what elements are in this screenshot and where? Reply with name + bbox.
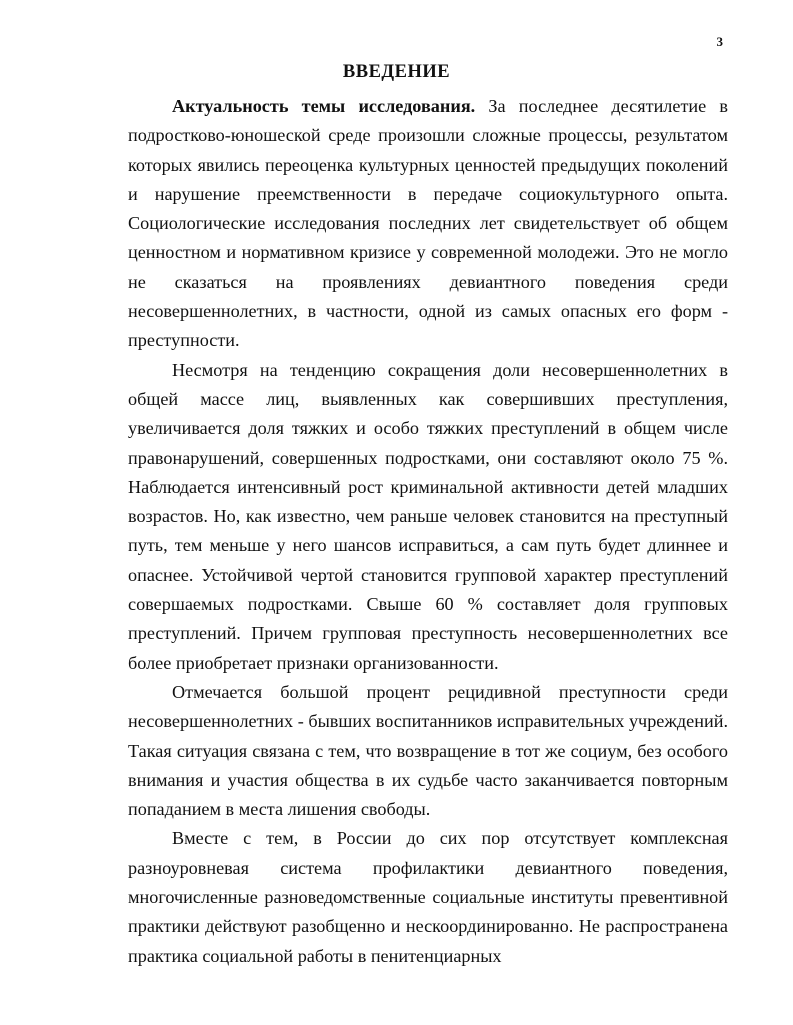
paragraph-prevention <box>128 824 728 970</box>
paragraph-trend <box>128 356 728 678</box>
document-body <box>128 92 728 971</box>
paragraph-text: Вместе с тем, в России до сих пор отсутствует комплексная разноуровневая система профилактики девиантного поведения, многочисленные разноведомственные социальные институты превентивной практики действуют разобщенно и нескоординированно. Не распространена практика социальной работы в пенитенциарных <box>128 828 728 966</box>
paragraph-text: Отмечается большой процент рецидивной преступности среди несовершеннолетних - бывших воспитанников исправительных учреждений. Такая ситуация связана с тем, что возвращение в тот же социум, без особого внимания и участия общества в их судьбе часто заканчивается повторным попаданием в места лишения свободы. <box>128 681 728 820</box>
page-title: ВВЕДЕНИЕ <box>342 62 451 82</box>
paragraph-text: Несмотря на тенденцию сокращения доли несовершеннолетних в общей массе лиц, выявленных как совершивших преступления, увеличивается доля тяжких и особо тяжких преступлений в общем числе правонарушений, совершенных подростками, они составляют около 75 %. Наблюдается интенсивный рост криминальной активности детей младших возрастов. Но, как известно, чем раньше человек становится на преступный путь, тем меньше у него шансов исправиться, а сам путь будет длиннее и опаснее. Устойчивой чертой становится групповой характер преступлений совершаемых подростками. Свыше 60 % составляет доля групповых преступлений. Причем групповая преступность несовершеннолетних все более приобретает признаки организованности. <box>128 359 728 673</box>
paragraph-lead: Актуальность темы исследования. <box>172 96 476 116</box>
paragraph-recidivism <box>128 678 728 824</box>
paragraph-relevance <box>128 92 728 356</box>
page-number: 3 <box>716 34 723 49</box>
paragraph-text: За последнее десятилетие в подростково-юношеской среде произошли сложные процессы, результатом которых явились переоценка культурных ценностей предыдущих поколений и нарушение преемственности в передаче социокультурного опыта. Социологические исследования последних лет свидетельствует об общем ценностном и нормативном кризисе у современной молодежи. Это не могло не сказаться на проявлениях девиантного поведения среди несовершеннолетних, в частности, одной из самых опасных его форм - преступности. <box>128 96 728 351</box>
